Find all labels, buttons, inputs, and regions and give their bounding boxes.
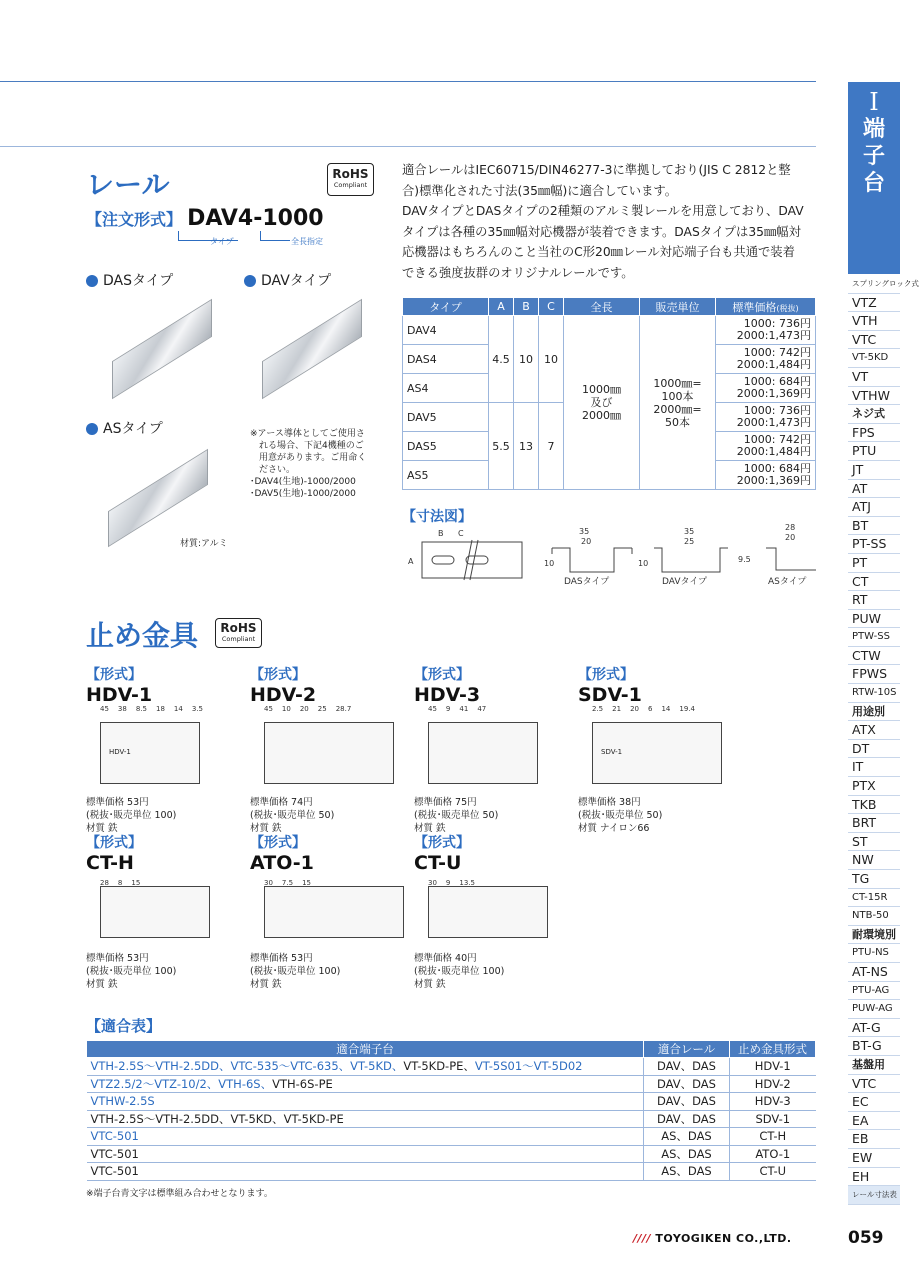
part-mark: HDV-1 bbox=[109, 748, 131, 756]
sidebar-item[interactable]: CT-15R bbox=[848, 889, 900, 908]
part-info: 標準価格 38円 (税抜･販売単位 50) 材質 ナイロン66 bbox=[578, 797, 663, 834]
sidebar-item[interactable]: PTU-NS bbox=[848, 944, 900, 963]
header-rule bbox=[0, 146, 816, 147]
sidebar-item[interactable]: EB bbox=[848, 1130, 900, 1149]
part-drawing bbox=[428, 722, 538, 784]
sidebar-item[interactable]: PTU-AG bbox=[848, 982, 900, 1001]
sidebar-index bbox=[848, 275, 919, 1205]
table-row: VTC-501 AS、DAS CT-H bbox=[87, 1128, 816, 1146]
sidebar-item[interactable]: EA bbox=[848, 1112, 900, 1131]
part-name: HDV-1 bbox=[86, 684, 153, 706]
rail-spec-table: タイプ A B C 全長 販売単位 標準価格(税抜) DAV4 4.5 10 10 1000㎜ 及び 2000㎜ 1000㎜= 100本 2000㎜= 50本 1000: 736円 2000:1,473円 DAS4 1000: 742円 2000:1,484円 AS4 1000: 684円 2000:1,369円 DAV5 5.5 13 7 1000: 736円 2000:1,473円 DAS5 1000: 742円 2000:1,484円 AS5 1000: 684円 2000:1,369円 bbox=[402, 297, 816, 490]
sidebar-item[interactable]: VT-5KD bbox=[848, 349, 900, 368]
intro-paragraph: 適合レールはIEC60715/DIN46277-3に準拠しており(JIS C 2812と整 合)標準化された寸法(35㎜幅)に適合しています。 DAVタイプとDASタイプの2種類のアルミ製レールを用意しており、DAV タイプは各種の35㎜幅対応機器が装着できます。DASタイプは35㎜幅対 応機器はもちろんのこと当社のC形20㎜レール対応端子台も共通で装着 できる強度抜群のオリジナルレールです。 bbox=[402, 163, 804, 280]
part-label: 【形式】 bbox=[86, 835, 142, 851]
sidebar-item[interactable]: VTC bbox=[848, 1075, 900, 1094]
sidebar-item[interactable]: NTB-50 bbox=[848, 907, 900, 926]
sidebar-item[interactable]: レール寸法表 bbox=[848, 1186, 900, 1205]
sidebar-item[interactable]: PT bbox=[848, 554, 900, 573]
part-label: 【形式】 bbox=[250, 835, 306, 851]
sidebar-item[interactable]: EW bbox=[848, 1149, 900, 1168]
ground-note: ※アース導体としてご使用さ れる場合、下記4機種のご 用意があります。ご用命く ださい。 ･DAV4(生地)-1000/2000 ･DAV5(生地)-1000/2000 bbox=[250, 429, 367, 499]
sidebar-item[interactable]: 用途別 bbox=[848, 703, 900, 722]
sidebar-item[interactable]: 基盤用 bbox=[848, 1056, 900, 1075]
stopper-part bbox=[414, 664, 538, 835]
section-heading-3: 台 bbox=[862, 171, 885, 196]
part-dimensions: 2.5 21 20 6 14 19.4 bbox=[592, 705, 695, 713]
svg-text:20: 20 bbox=[785, 533, 796, 542]
table-row: VTC-501 AS、DAS CT-U bbox=[87, 1163, 816, 1181]
sidebar-item[interactable]: ネジ式 bbox=[848, 405, 900, 424]
sidebar-item[interactable]: VT bbox=[848, 368, 900, 387]
sidebar-item[interactable]: PTW-SS bbox=[848, 628, 900, 647]
stoppers-title: 止め金具 bbox=[86, 619, 199, 652]
part-name: SDV-1 bbox=[578, 684, 642, 706]
table-row: VTZ2.5/2～VTZ-10/2、VTH-6S、VTH-6S-PE DAV、DAS HDV-2 bbox=[87, 1075, 816, 1093]
table-row: VTH-2.5S～VTH-2.5DD、VT-5KD、VT-5KD-PE DAV、DAS SDV-1 bbox=[87, 1110, 816, 1128]
sidebar-item[interactable]: DT bbox=[848, 740, 900, 759]
dims-label: 【寸法図】 bbox=[402, 509, 472, 525]
part-name: CT-U bbox=[414, 852, 462, 874]
section-numeral: I bbox=[869, 88, 879, 116]
bracket-length bbox=[260, 231, 290, 241]
sidebar-item[interactable]: BT-G bbox=[848, 1037, 900, 1056]
sidebar-item[interactable]: AT-G bbox=[848, 1019, 900, 1038]
rohs-badge bbox=[327, 163, 374, 196]
part-drawing bbox=[592, 722, 722, 784]
svg-text:28: 28 bbox=[785, 523, 796, 532]
part-name: ATO-1 bbox=[250, 852, 314, 874]
section-heading-1: 端 bbox=[862, 117, 885, 142]
part-info: 標準価格 75円 (税抜･販売単位 50) 材質 鉄 bbox=[414, 797, 499, 834]
sidebar-item[interactable]: EH bbox=[848, 1168, 900, 1187]
bullet-icon bbox=[244, 275, 256, 287]
sidebar-item[interactable]: ST bbox=[848, 833, 900, 852]
stopper-part bbox=[86, 664, 200, 835]
svg-text:35: 35 bbox=[684, 527, 695, 536]
compat-note: ※端子台青文字は標準組み合わせとなります。 bbox=[86, 1189, 273, 1199]
dav-dim-caption: DAVタイプ bbox=[662, 577, 708, 587]
part-dimensions: 45 38 8.5 18 14 3.5 bbox=[100, 705, 203, 713]
as-type-label: ASタイプ bbox=[86, 418, 163, 438]
svg-text:10: 10 bbox=[638, 559, 649, 568]
part-drawing bbox=[428, 886, 548, 938]
part-dimensions: 45 10 20 25 28.7 bbox=[264, 705, 352, 713]
part-label: 【形式】 bbox=[578, 667, 634, 683]
sidebar-item[interactable]: RT bbox=[848, 591, 900, 610]
bullet-icon bbox=[86, 275, 98, 287]
table-row: VTC-501 AS、DAS ATO-1 bbox=[87, 1145, 816, 1163]
sidebar-item[interactable]: VTC bbox=[848, 331, 900, 350]
sidebar-item[interactable]: 耐環境別 bbox=[848, 926, 900, 945]
das-dim-caption: DASタイプ bbox=[564, 577, 610, 587]
part-dimensions: 30 7.5 15 bbox=[264, 879, 311, 887]
part-mark: SDV-1 bbox=[601, 748, 623, 756]
das-rail-image bbox=[112, 299, 212, 399]
order-code: DAV4-1000 bbox=[187, 206, 324, 231]
sidebar-item[interactable]: スプリングロック式 bbox=[848, 275, 900, 294]
sidebar-item[interactable]: PT-SS bbox=[848, 535, 900, 554]
rohs-sub: Compliant bbox=[333, 181, 368, 189]
sidebar-item[interactable]: VTHW bbox=[848, 387, 900, 406]
as-rail-image bbox=[108, 449, 208, 547]
part-info: 標準価格 40円 (税抜･販売単位 100) 材質 鉄 bbox=[414, 953, 505, 990]
sidebar-item[interactable]: CT bbox=[848, 573, 900, 592]
stopper-part bbox=[414, 832, 548, 991]
svg-text:9.5: 9.5 bbox=[738, 555, 751, 564]
part-dimensions: 30 9 13.5 bbox=[428, 879, 475, 887]
rohs-text: RoHS bbox=[332, 167, 369, 181]
sub-length: 全長指定 bbox=[291, 237, 323, 246]
sidebar-item[interactable]: BRT bbox=[848, 814, 900, 833]
part-name: CT-H bbox=[86, 852, 134, 874]
sidebar-item[interactable]: EC bbox=[848, 1093, 900, 1112]
part-drawing bbox=[100, 722, 200, 784]
sidebar-item[interactable]: RTW-10S bbox=[848, 684, 900, 703]
sidebar-item[interactable]: PUW bbox=[848, 610, 900, 629]
sidebar-item[interactable]: VTH bbox=[848, 312, 900, 331]
logo-mark: //// bbox=[633, 1232, 652, 1245]
company-name: TOYOGIKEN CO.,LTD. bbox=[655, 1232, 792, 1245]
svg-text:A: A bbox=[408, 557, 414, 566]
sidebar-item[interactable]: AT-NS bbox=[848, 963, 900, 982]
sidebar-item[interactable]: FPS bbox=[848, 424, 900, 443]
sidebar-item[interactable]: ATX bbox=[848, 721, 900, 740]
stoppers-rohs-badge: RoHS Compliant bbox=[215, 618, 262, 648]
svg-text:C: C bbox=[458, 529, 464, 538]
part-info: 標準価格 53円 (税抜･販売単位 100) 材質 鉄 bbox=[86, 953, 177, 990]
sidebar-item[interactable]: FPWS bbox=[848, 665, 900, 684]
as-dim-caption: ASタイプ bbox=[768, 577, 807, 587]
order-format bbox=[86, 206, 324, 231]
dav-rail-image bbox=[262, 299, 362, 399]
sidebar-item[interactable]: TG bbox=[848, 870, 900, 889]
part-label: 【形式】 bbox=[414, 667, 470, 683]
material-note: 材質:アルミ bbox=[180, 539, 228, 549]
part-info: 標準価格 53円 (税抜･販売単位 100) 材質 鉄 bbox=[250, 953, 341, 990]
svg-text:10: 10 bbox=[544, 559, 555, 568]
svg-text:B: B bbox=[438, 529, 444, 538]
sidebar-item[interactable]: IT bbox=[848, 758, 900, 777]
part-name: HDV-2 bbox=[250, 684, 317, 706]
sidebar-item[interactable]: PTX bbox=[848, 777, 900, 796]
sidebar-item[interactable]: PTU bbox=[848, 442, 900, 461]
company-logo bbox=[633, 1232, 792, 1245]
svg-text:25: 25 bbox=[684, 537, 695, 546]
bullet-icon bbox=[86, 423, 98, 435]
compat-table: 適合端子台 適合レール 止め金具形式 VTH-2.5S～VTH-2.5DD、VTC-535～VTC-635、VT-5KD、VT-5KD-PE、VT-5S01～VT-5D02 DAV、DAS HDV-1 VTZ2.5/2～VTZ-10/2、VTH-6S、VTH-6S-PE DAV、DAS HDV-2 VTHW-2.5S DAV、DAS HDV-3 VTH-2.5S～VTH-2.5DD、VT-5KD、VT-5KD-PE DAV、DAS SDV-1 VTC-501 AS、DAS CT-H VTC-501 AS、DAS ATO-1 VTC-501 AS、DAS CT-U bbox=[86, 1040, 816, 1181]
sidebar-item[interactable]: PUW-AG bbox=[848, 1000, 900, 1019]
order-label: 【注文形式】 bbox=[86, 210, 183, 229]
part-info: 標準価格 53円 (税抜･販売単位 100) 材質 鉄 bbox=[86, 797, 177, 834]
rail-title: レール bbox=[86, 168, 170, 201]
sidebar-item[interactable]: BT bbox=[848, 517, 900, 536]
sidebar-item[interactable]: ATJ bbox=[848, 498, 900, 517]
svg-text:20: 20 bbox=[581, 537, 592, 546]
part-drawing bbox=[100, 886, 210, 938]
table-row: VTHW-2.5S DAV、DAS HDV-3 bbox=[87, 1093, 816, 1111]
stopper-part bbox=[250, 664, 394, 835]
sub-type: タイプ bbox=[210, 237, 234, 246]
part-drawing bbox=[264, 722, 394, 784]
stopper-part bbox=[578, 664, 722, 835]
dimension-drawings bbox=[402, 522, 816, 592]
sidebar-section-tab[interactable] bbox=[848, 82, 900, 274]
part-name: HDV-3 bbox=[414, 684, 481, 706]
section-heading-2: 子 bbox=[862, 144, 885, 169]
sidebar-item[interactable]: CTW bbox=[848, 647, 900, 666]
das-type-label: DASタイプ bbox=[86, 270, 173, 290]
part-label: 【形式】 bbox=[86, 667, 142, 683]
compat-label: 【適合表】 bbox=[86, 1017, 162, 1035]
table-row: VTH-2.5S～VTH-2.5DD、VTC-535～VTC-635、VT-5KD、VT-5KD-PE、VT-5S01～VT-5D02 DAV、DAS HDV-1 bbox=[87, 1058, 816, 1076]
sidebar-item[interactable]: NW bbox=[848, 851, 900, 870]
page-number: 059 bbox=[848, 1228, 884, 1248]
stopper-part bbox=[86, 832, 210, 991]
dav-type-label: DAVタイプ bbox=[244, 270, 331, 290]
part-dimensions: 45 9 41 47 bbox=[428, 705, 487, 713]
part-info: 標準価格 74円 (税抜･販売単位 50) 材質 鉄 bbox=[250, 797, 335, 834]
sidebar-item[interactable]: VTZ bbox=[848, 294, 900, 313]
sidebar-item[interactable]: JT bbox=[848, 461, 900, 480]
part-drawing bbox=[264, 886, 404, 938]
part-dimensions: 28 8 15 bbox=[100, 879, 141, 887]
part-label: 【形式】 bbox=[250, 667, 306, 683]
sidebar-item[interactable]: TKB bbox=[848, 796, 900, 815]
part-label: 【形式】 bbox=[414, 835, 470, 851]
stopper-part bbox=[250, 832, 404, 991]
top-rule bbox=[0, 81, 816, 82]
svg-text:35: 35 bbox=[579, 527, 590, 536]
sidebar-item[interactable]: AT bbox=[848, 480, 900, 499]
